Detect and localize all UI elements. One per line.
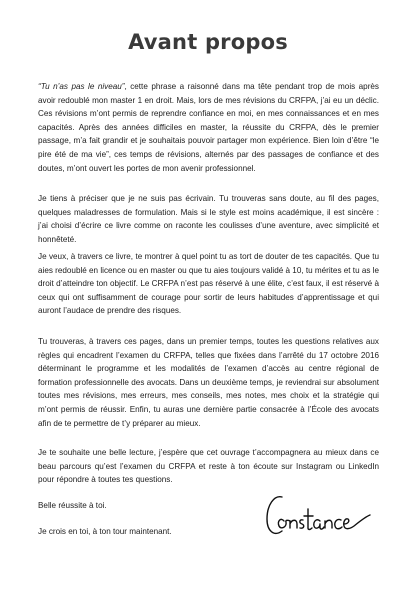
closing-line-belief: Je crois en toi, à ton tour maintenant. [38,527,172,536]
style-disclaimer-paragraph: Je tiens à préciser que je ne suis pas écrivain. Tu trouveras sans doute, au fil des pages, quelques maladresses de formulation. Mais si le style est moins académique, il est sincère : j’ai choisi d’écrire ce livre comme on raconte les coulisses d’une aventure, avec simplicité et honnêteté. [38,194,379,244]
purpose-paragraph: Je veux, à travers ce livre, te montrer à quel point tu as tort de douter de tes capacités. Que tu aies redoublé en licence ou en master ou que tu aies toujours validé à 10, tu mérites et tu as le droit d’atteindre ton objectif. Le CRFPA n’est pas réservé à une élite, c’est faux, il est réservé à ceux qui ont suffisamment de courage pour sortir de leurs habitudes d’apprentissage et qui auront l’audace de prendre des risques. [38,252,380,316]
closing-line-success: Belle réussite à toi. [38,501,107,510]
page-title: Avant propos [128,30,288,54]
closing-wish-paragraph: Je te souhaite une belle lecture, j’espère que cet ouvrage t’accompagnera au mieux dans ce beau parcours qu’est l’examen du CRFPA et reste à ton écoute sur Instagram ou LinkedIn pour répondre à toutes tes questions. [38,448,379,485]
contents-overview-paragraph: Tu trouveras, à travers ces pages, dans un premier temps, toutes les questions relatives aux règles qui encadrent l’examen du CRFPA, telles que fixées dans l’arrêté du 17 octobre 2016 déterminant le programme et les modalités de l’examen d’accès au centre régional de formation professionnelle des avocats. Dans un deuxième temps, je reviendrai sur absolument toutes mes révisions, mes erreurs, mes conseils, mes notes, mes choix et la stratégie qui m’ont permis de réussir. Enfin, tu auras une dernière partie consacrée à l’École des avocats afin de te permettre de t’y préparer au mieux. [38,337,379,428]
intro-paragraph-text: , cette phrase a raisonné dans ma tête pendant trop de mois après avoir redoublé mon master 1 en droit. Mais, lors de mes révisions du CRFPA, j’ai eu un déclic. Ces révisions m’ont permis de reprendre confiance en moi, en mes connaissances et en mes capacités. Après des années difficiles en master, la réussite du CRFPA, dès le premier passage, m’a fait grandir et je souhaitais pouvoir partager mon expérience. Bien loin d’être “le pire été de ma vie”, ces temps de révisions, alternés par des passages de confiance et des doutes, m’ont ouvert les portes de mon avenir professionnel. [38,82,379,173]
handwritten-signature [262,487,374,543]
intro-paragraph [38,80,379,175]
opening-quote: “Tu n’as pas le niveau” [38,82,125,91]
